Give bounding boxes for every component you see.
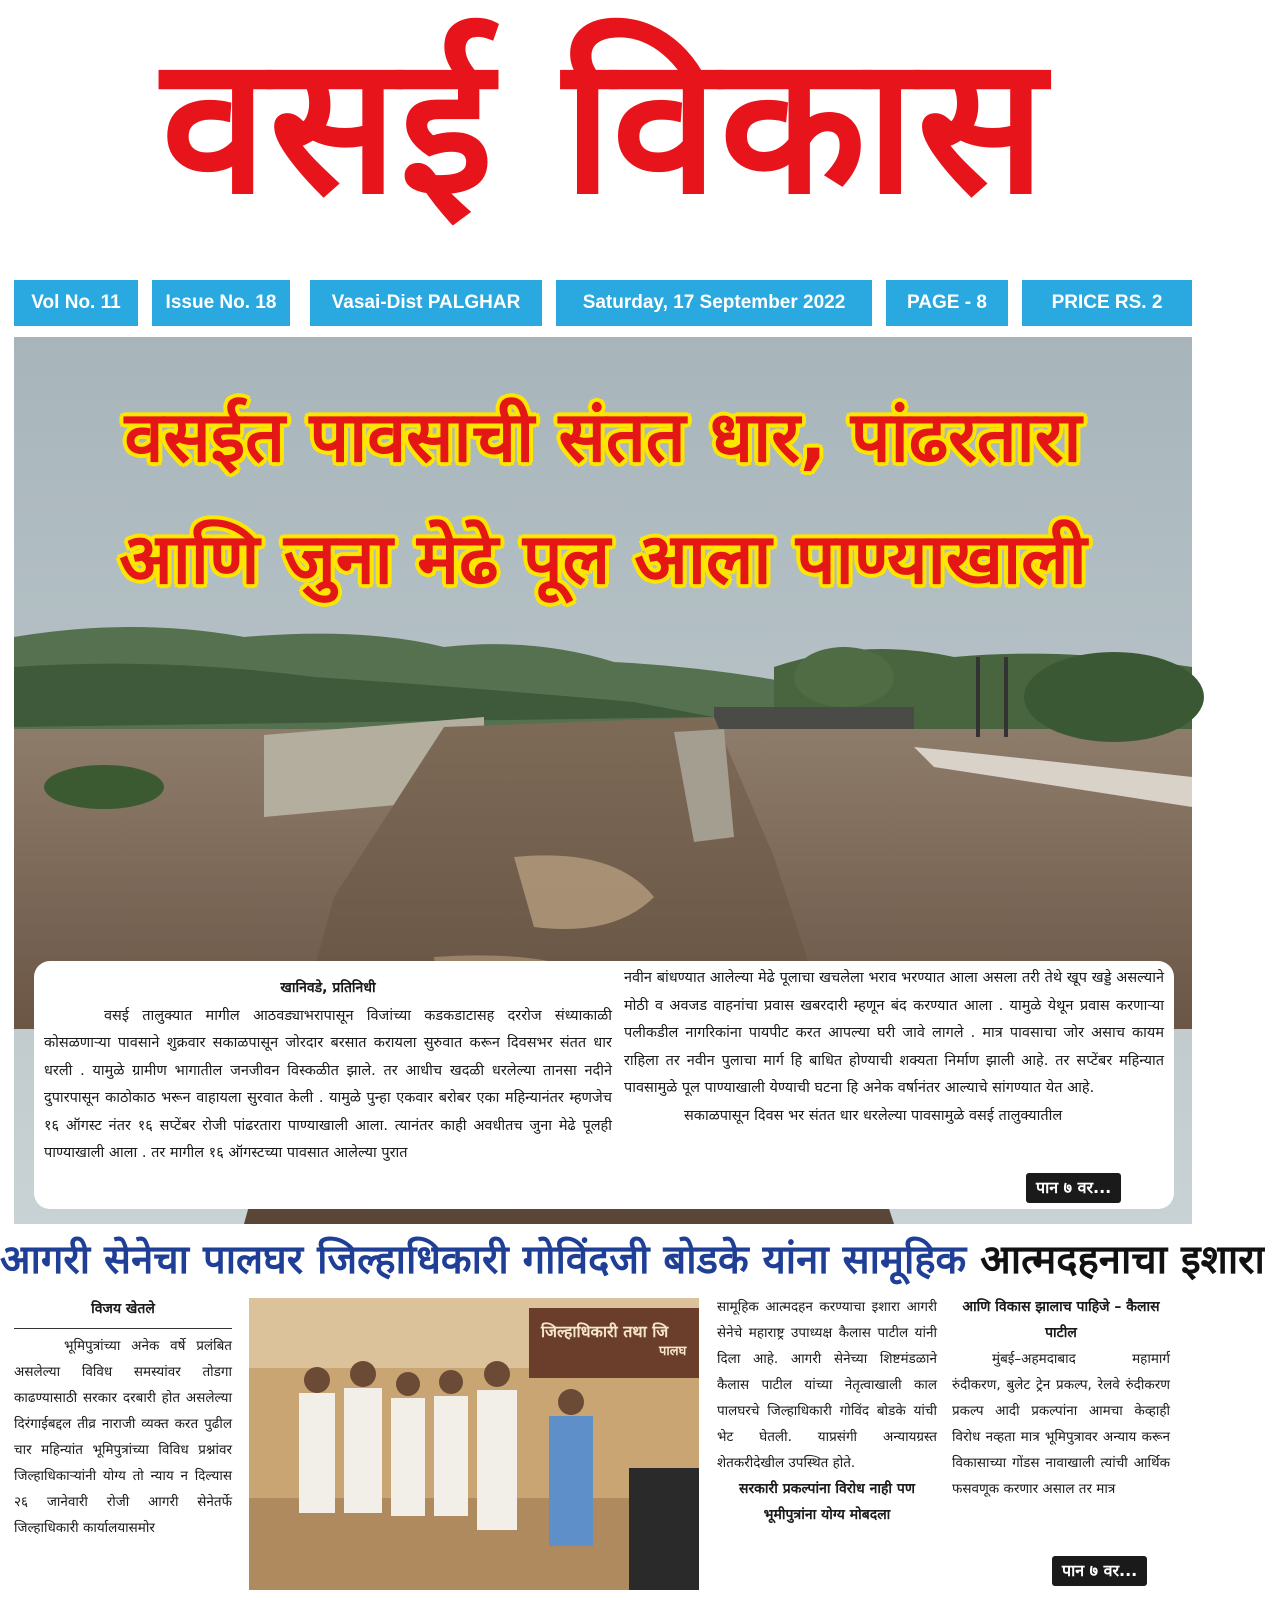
second-story-col1-text: भूमिपुत्रांच्या अनेक वर्षे प्रलंबित असलेल्या विविध समस्यांवर तोडगा काढण्यासाठी सरकार दरबारी होत असलेल्या दिरंगाईबद्दल तीव्र नाराजी व्यक्त करत पुढील चार महिन्यांत भूमिपुत्रांच्या विविध प्रश्नांवर जिल्हाधिकाऱ्यांनी योग्य तो न्याय न दिल्यास २६ जानेवारी रोजी आगरी सेनेतर्फे जिल्हाधिकारी कार्यालयासमोर xyxy=(14,1338,232,1536)
lead-photo-panel xyxy=(14,337,1192,1224)
lead-story-byline: खानिवडे, प्रतिनिधी xyxy=(280,980,376,996)
location: Vasai-Dist PALGHAR xyxy=(310,280,542,326)
second-story-column-3 xyxy=(952,1294,1170,1502)
photo-office-sign: जिल्हाधिकारी तथा जि xyxy=(541,1322,669,1341)
second-story-column-1 xyxy=(14,1296,232,1541)
second-story-column-2 xyxy=(717,1294,937,1528)
lead-story-left-column xyxy=(44,975,612,1168)
newspaper-title: वसई विकास xyxy=(161,15,1048,236)
meeting-photo xyxy=(249,1298,699,1590)
lead-story-left-text: वसई तालुक्यात मागील आठवड्याभरापासून विजांच्या कडकडाटासह दररोज संध्याकाळी कोसळणाऱ्या पावसाने शुक्रवार सकाळपासून जोरदार बरसात करायला सुरुवात करून दिवसभर संतत धार धरली . यामुळे ग्रामीण भागातील जनजीवन विस्कळीत झाले. तर आधीच खदळी धरलेल्या तानसा नदीने दुपारपासून काठोकाठ भरून वाहायला सुरवात केली . यामुळे पुन्हा एकवार बरोबर एका महिन्यानंतर म्हणजेच १६ ऑगस्ट नंतर १६ सप्टेंबर रोजी पांढरतारा पाण्याखाली आला. त्यानंतर काही अवधीतच जुना मेढे पूलही पाण्याखाली आला . तर मागील १६ ऑगस्टच्या पावसात आलेल्या पुरात xyxy=(44,1007,612,1161)
masthead xyxy=(0,0,1209,268)
second-headline xyxy=(0,1232,1265,1288)
price: PRICE RS. 2 xyxy=(1022,280,1192,326)
lead-headline-line-1: वसईत पावसाची संतत धार, पांढरतारा xyxy=(124,396,1082,478)
lead-headline-line-2: आणि जुना मेढे पूल आला पाण्याखाली xyxy=(119,518,1087,600)
second-story-col3-text: मुंबई–अहमदाबाद महामार्ग रुंदीकरण, बुलेट ट्रेन प्रकल्प, रेलवे रुंदीकरण प्रकल्प आदी प्रकल्पांना आमचा केव्हाही विरोध नव्हता मात्र भूमिपुत्रावर अन्याय करून विकासाच्या गोंडस नावाखाली त्यांची आर्थिक फसवणूक करणार असाल तर मात्र xyxy=(952,1351,1170,1497)
second-story-subheading: सरकारी प्रकल्पांना विरोध नाही पण भूमीपुत्रांना योग्य मोबदला xyxy=(738,1481,915,1523)
lead-story-right-text-2: सकाळपासून दिवस भर संतत धार धरलेल्या पावसामुळे वसई तालुक्यातील xyxy=(684,1107,1063,1124)
lead-story-right-column xyxy=(624,965,1164,1130)
lead-story-continue-tag[interactable]: पान ७ वर... xyxy=(1026,1173,1121,1203)
second-story-byline: विजय खेतले xyxy=(91,1301,155,1317)
page-number: PAGE - 8 xyxy=(886,280,1008,326)
lead-story-card xyxy=(34,961,1174,1209)
second-story-col2-text: सामूहिक आत्मदहन करण्याचा इशारा आगरी सेनेचे महाराष्ट्र उपाध्यक्ष कैलास पाटील यांनी दिला आहे. आगरी सेनेच्या शिष्टमंडळाने कैलास पाटील यांच्या नेतृत्वाखाली काल पालघरचे जिल्हाधिकारी गोविंद बोडके यांची भेट घेतली. याप्रसंगी अन्यायग्रस्त शेतकरीदेखील उपस्थित होते. xyxy=(717,1299,937,1471)
second-headline-part-1: आगरी सेनेचा पालघर जिल्हाधिकारी गोविंदजी बोडके यांना सामूहिक xyxy=(0,1237,967,1283)
second-headline-part-2: आत्मदहनाचा इशारा xyxy=(980,1237,1265,1283)
photo-office-sign-2: पालघ xyxy=(659,1344,687,1359)
byline-divider xyxy=(14,1328,232,1329)
volume-number: Vol No. 11 xyxy=(14,280,138,326)
second-story-col3-heading: आणि विकास झालाच पाहिजे – कैलास पाटील xyxy=(962,1299,1160,1341)
second-story-continue-tag[interactable]: पान ७ वर... xyxy=(1052,1556,1147,1586)
issue-number: Issue No. 18 xyxy=(152,280,290,326)
publication-date: Saturday, 17 September 2022 xyxy=(556,280,872,326)
issue-info-bar xyxy=(14,280,1192,326)
lead-story-right-text-1: नवीन बांधण्यात आलेल्या मेढे पूलाचा खचलेला भराव भरण्यात आला असला तरी तेथे खूप खड्डे असल्याने मोठी व अवजड वाहनांचा प्रवास खबरदारी म्हणून बंद करण्यात आला . यामुळे येथून प्रवास करणाऱ्या पलीकडील नागरिकांना पायपीट करत आपल्या घरी जावे लागले . मात्र पावसाचा जोर असाच कायम राहिला तर नवीन पुलाचा मार्ग हि बाधित होण्याची शक्यता निर्माण झाली आहे. तर सप्टेंबर महिन्यात पावसामुळे पूल पाण्याखाली येण्याची घटना हि अनेक वर्षानंतर आल्याचे सांगण्यात येत आहे. xyxy=(624,970,1164,1096)
